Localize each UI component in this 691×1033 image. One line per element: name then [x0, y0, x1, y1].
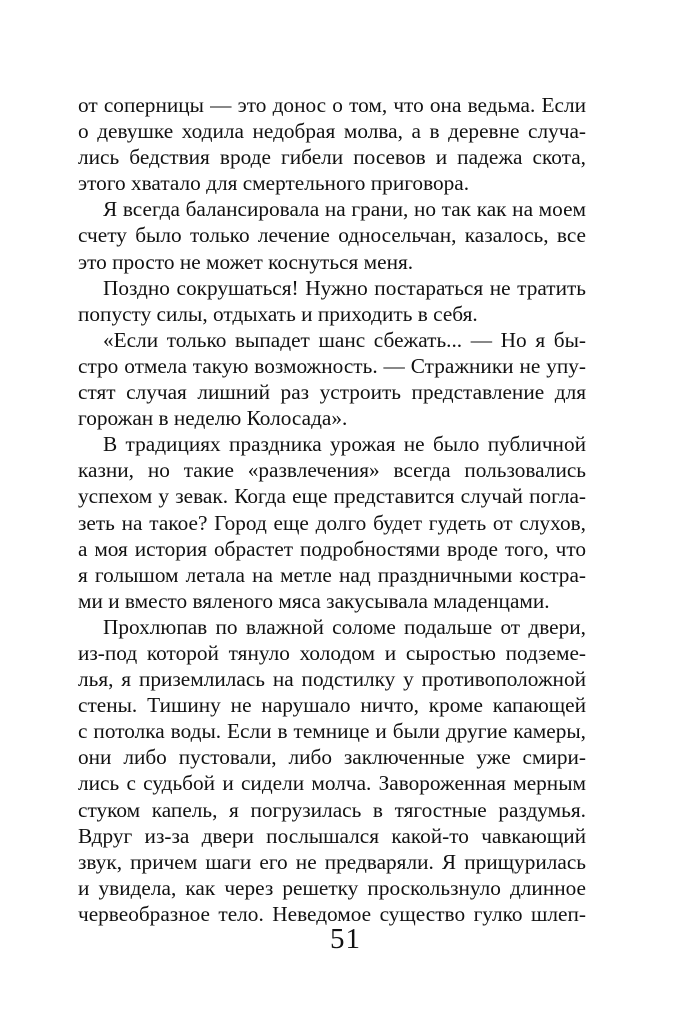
text-line: стены. Тишину не нарушало ничто, кроме капающей — [78, 693, 586, 718]
text-line: о девушке ходила недобрая молва, а в деревне случа- — [78, 119, 586, 144]
paragraph — [78, 196, 586, 274]
text-line: и увидела, как через решетку проскользнуло длинное — [78, 875, 586, 900]
text-line: счету было только лечение односельчан, казалось, все — [78, 223, 586, 248]
text-line: «Если только выпадет шанс сбежать... — Но я бы- — [103, 327, 586, 352]
text-line: этого хватало для смертельного приговора. — [78, 171, 470, 196]
text-line: ми и вместо вяленого мяса закусывала младенцами. — [78, 588, 550, 613]
text-line: червеобразное тело. Неведомое существо гулко шлеп- — [78, 901, 586, 926]
text-line: это просто не может коснуться меня. — [78, 249, 414, 274]
text-line: попусту силы, отдыхать и приходить в себя. — [78, 301, 478, 326]
text-line: от соперницы — это донос о том, что она ведьма. Если — [78, 93, 586, 117]
text-line: звук, причем шаги его не предваряли. Я прищурилась — [78, 849, 586, 874]
page-number: 51 — [330, 923, 361, 955]
text-line: Поздно сокрушаться! Нужно постараться не тратить — [103, 275, 586, 300]
text-line: с потолка воды. Если в темнице и были другие камеры, — [78, 719, 586, 744]
text-line: стуком капель, я погрузилась в тягостные раздумья. — [78, 797, 586, 822]
paragraph — [78, 614, 586, 927]
text-line: они либо пустовали, либо заключенные уже смири- — [78, 745, 586, 770]
text-line: стро отмела такую возможность. — Стражники не упу- — [78, 353, 586, 378]
text-line: В традициях праздника урожая не было публичной — [103, 432, 586, 457]
text-line: зеть на такое? Город еще долго будет гудеть от слухов, — [78, 510, 586, 535]
text-line: лись с судьбой и сидели молча. Завороженная мерным — [78, 771, 586, 796]
text-line: Прохлюпав по влажной соломе подальше от двери, — [103, 614, 586, 639]
text-line: Вдруг из-за двери послышался какой-то чавкающий — [78, 823, 586, 848]
paragraph — [78, 431, 586, 614]
text-line: казни, но такие «развлечения» всегда пользовались — [78, 458, 586, 483]
text-line: лись бедствия вроде гибели посевов и падежа скота, — [78, 145, 586, 170]
text-line: лья, я приземлилась на подстилку у противоположной — [78, 667, 586, 692]
paragraph — [78, 327, 586, 431]
text-line: горожан в неделю Колосада». — [78, 406, 348, 431]
text-line: успехом у зевак. Когда еще представится случай погла- — [78, 484, 586, 509]
text-line: а моя история обрастет подробностями вроде того, что — [78, 536, 586, 561]
paragraph — [78, 92, 586, 196]
text-line: стят случая лишний раз устроить представление для — [78, 380, 586, 405]
paragraph — [78, 275, 586, 327]
text-block — [78, 92, 586, 927]
text-line: из-под которой тянуло холодом и сыростью подземе- — [78, 640, 586, 665]
text-line: я голышом летала на метле над праздничными костра- — [78, 562, 586, 587]
text-line: Я всегда балансировала на грани, но так как на моем — [103, 197, 586, 222]
